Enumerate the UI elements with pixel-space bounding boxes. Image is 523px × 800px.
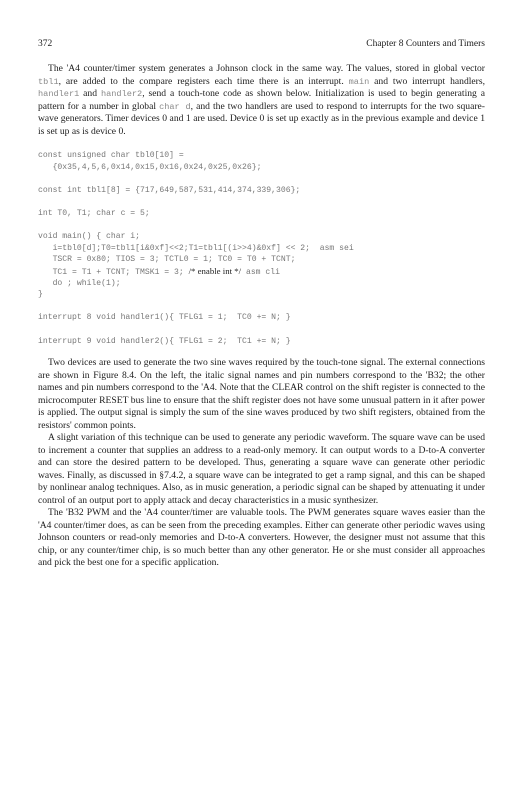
- code-line: {0x35,4,5,6,0x14,0x15,0x16,0x24,0x25,0x26};: [38, 162, 262, 172]
- var-main: main: [348, 76, 370, 87]
- book-page: [38, 38, 485, 570]
- code-line: interrupt 9 void handler2(){ TFLG1 = 2; TC1 += N; }: [38, 336, 291, 346]
- code-line: i=tbl0[d];T0=tbl1[i&0xf]<<2;T1=tbl1[(i>>4)&0xf] << 2; asm sei: [38, 243, 354, 253]
- running-header: [38, 38, 485, 50]
- var-handler2: handler2: [100, 89, 143, 99]
- body-paragraph-1: Two devices are used to generate the two sine waves required by the touch-tone signal. The external connections are shown in Figure 8.4. On the left, the italic signal names and pin numbers correspond to the 'B32; the other names and pin numbers correspond to the 'A4. Note that the CLEAR control on the shift register is connected to the microcomputer RESET bus line to ensure that the shift register does not have some unusual pattern in it after power is applied. The output signal is simply the sum of the sine waves produced by two shift registers, obtained from the resistors' common points.: [38, 357, 485, 431]
- code-line: interrupt 8 void handler1(){ TFLG1 = 1; TC0 += N; }: [38, 313, 291, 323]
- intro-text-4: and: [79, 88, 101, 99]
- code-line: const unsigned char tbl0[10] =: [38, 151, 184, 160]
- code-segment: asm cli: [241, 267, 280, 277]
- code-line: int T0, T1; char c = 5;: [38, 208, 150, 218]
- code-line: void main() { char i;: [38, 232, 140, 242]
- var-tbl1: tbl1: [38, 76, 59, 87]
- chapter-title: Chapter 8 Counters and Timers: [366, 39, 485, 49]
- var-handler1: handler1: [38, 89, 80, 99]
- code-line: do ; while(1);: [38, 278, 121, 288]
- intro-text-5: , send a touch-tone code as shown below. Initialization is used to begin generating a pattern for a number in global: [38, 88, 486, 112]
- body-paragraph-3: The 'B32 PWM and the 'A4 counter/timer are valuable tools. The PWM generates square waves easier than the 'A4 counter/timer does, as can be seen from the preceding examples. Either can generate other periodic waves using Johnson counters or read-only memories and D-to-A converters. However, the designer must not assume that this chip, or any counter/timer chip, is so much better than any other generator. He or she must consider all approaches and pick the best one for a specific application.: [38, 507, 485, 569]
- code-line: TSCR = 0x80; TIOS = 3; TCTL0 = 1; TC0 = T0 + TCNT;: [38, 255, 296, 265]
- code-line: [38, 266, 485, 278]
- intro-text-1: The 'A4 counter/timer system generates a Johnson clock in the same way. The values, stored in global vector: [48, 63, 485, 74]
- code-segment: TC1 = T1 + TCNT; TMSK1 = 3;: [38, 267, 189, 277]
- intro-paragraph: [38, 63, 485, 138]
- page-number: 372: [38, 39, 53, 49]
- code-line: }: [38, 290, 43, 300]
- code-listing: [38, 150, 485, 347]
- intro-text-6: , and the two handlers are used to respond to interrupts for the two square-wave generators. Timer devices 0 and 1 are used. Device 0 is set up exactly as in the previous example and device 1 is set up as is device 0.: [38, 100, 485, 137]
- code-comment: /* enable int */: [188, 265, 242, 276]
- intro-text-3: and two interrupt handlers,: [369, 75, 485, 87]
- code-line: const int tbl1[8] = {717,649,587,531,414,374,339,306};: [38, 185, 301, 195]
- body-paragraph-2: A slight variation of this technique can be used to generate any periodic waveform. The square wave can be used to increment a counter that supplies an address to a read-only memory. It can output words to a D-to-A converter and can store the desired pattern to be developed. Thus, generating a square wave can generate other periodic waves. Finally, as discussed in §7.4.2, a square wave can be integrated to get a ramp signal, and this can be shaped by nonlinear analog techniques. Also, as in music generation, a periodic signal can be shaped by attenuating it under control of an output port to apply attack and decay characteristics in a music synthesizer.: [38, 432, 485, 506]
- var-char-d: char d: [159, 101, 191, 112]
- intro-text-2: , are added to the compare registers each time there is an interrupt.: [58, 75, 349, 87]
